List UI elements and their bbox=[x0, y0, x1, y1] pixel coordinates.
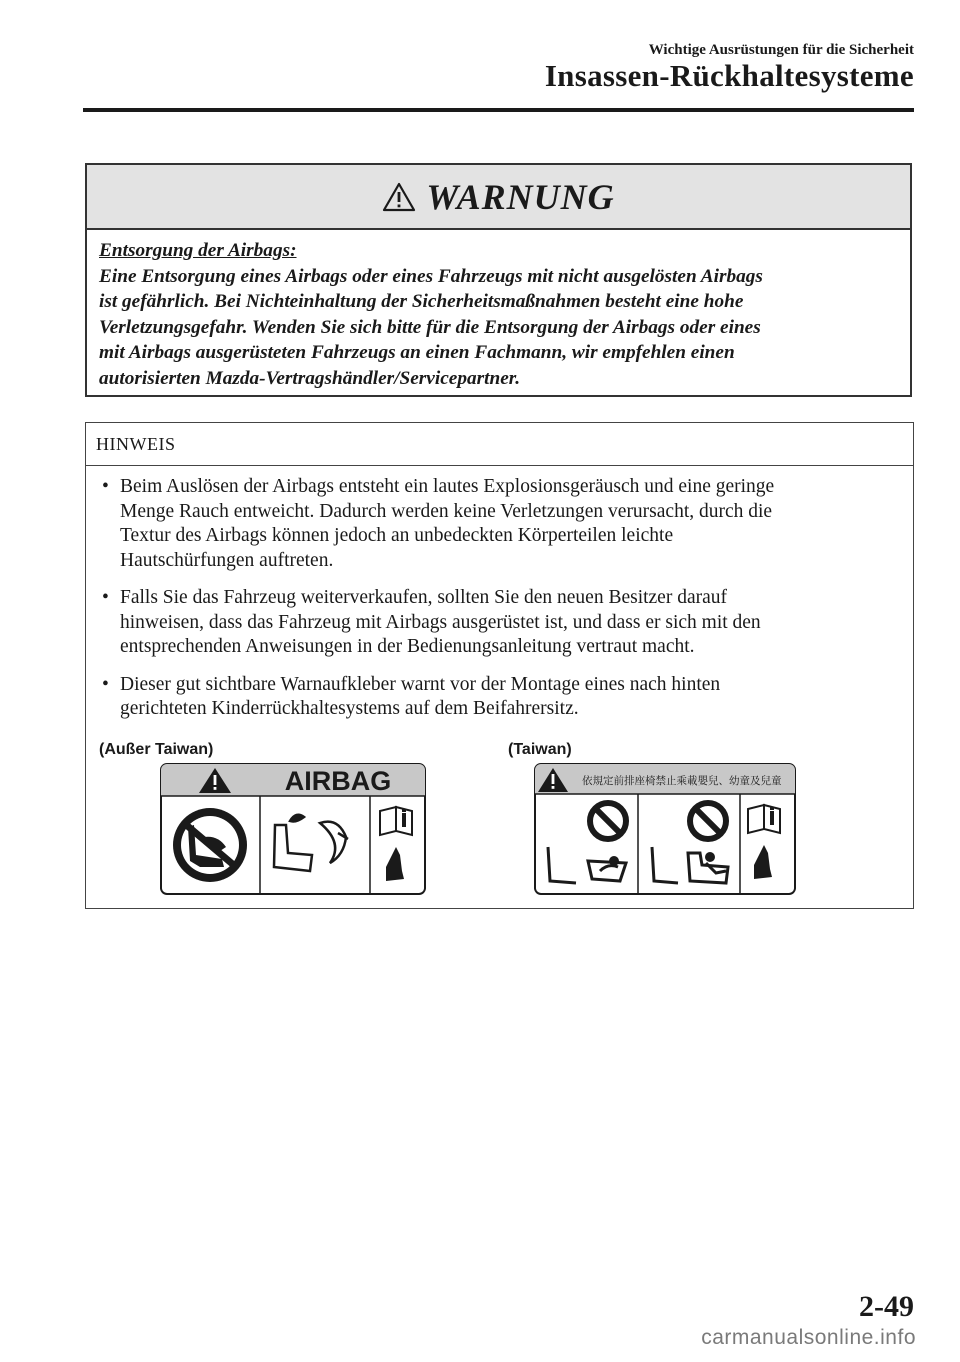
warning-subheading: Entsorgung der Airbags: bbox=[99, 240, 297, 261]
header-title: Insassen-Rückhaltesysteme bbox=[544, 58, 914, 93]
note-line: Beim Auslösen der Airbags entsteht ein lautes Explosionsgeräusch und eine geringe bbox=[120, 476, 775, 497]
note-line: hinweisen, dass das Fahrzeug mit Airbags ausgerüstet ist, und dass er sich mit den bbox=[120, 611, 761, 633]
header-rule bbox=[83, 108, 914, 112]
note-list bbox=[98, 475, 901, 735]
warning-title: WARNUNG bbox=[426, 176, 615, 217]
note-item bbox=[98, 673, 901, 722]
sticker-chinese-text: 依規定前排座椅禁止乘載嬰兒、幼童及兒童 bbox=[582, 775, 782, 787]
bullet-icon: • bbox=[102, 587, 109, 608]
note-line: Menge Rauch entweicht. Dadurch werden keine Verletzungen verursacht, durch die bbox=[120, 500, 773, 522]
watermark: carmanualsonline.info bbox=[701, 1326, 916, 1349]
header-section-label: Wichtige Ausrüstungen für die Sicherheit bbox=[648, 42, 914, 58]
label-outside-taiwan: (Außer Taiwan) bbox=[99, 741, 214, 758]
note-line: Textur des Airbags können jedoch an unbedeckten Körperteilen leichte bbox=[120, 525, 674, 546]
taiwan-warning-sticker bbox=[534, 763, 796, 895]
note-line: Hautschürfungen auftreten. bbox=[120, 549, 334, 571]
warning-body bbox=[87, 230, 910, 392]
note-heading: HINWEIS bbox=[86, 423, 913, 466]
warning-line: autorisierten Mazda-Vertragshändler/Servicepartner. bbox=[99, 367, 521, 389]
warning-line: mit Airbags ausgerüsteten Fahrzeugs an einen Fachmann, wir empfehlen einen bbox=[99, 342, 735, 364]
warning-line: Verletzungsgefahr. Wenden Sie sich bitte für die Entsorgung der Airbags oder eines bbox=[99, 316, 761, 338]
note-line: entsprechenden Anweisungen in der Bedienungsanleitung vertraut macht. bbox=[120, 636, 695, 657]
warning-triangle-icon bbox=[382, 182, 416, 212]
note-line: Dieser gut sichtbare Warnaufkleber warnt vor der Montage eines nach hinten bbox=[120, 673, 721, 695]
note-line: gerichteten Kinderrückhaltesystems auf dem Beifahrersitz. bbox=[120, 698, 579, 719]
no-child-seat-icon bbox=[173, 808, 247, 882]
label-taiwan: (Taiwan) bbox=[508, 741, 572, 758]
bullet-icon: • bbox=[102, 476, 109, 497]
warning-line: Eine Entsorgung eines Airbags oder eines Fahrzeugs mit nicht ausgelösten Airbags bbox=[99, 265, 763, 287]
page-number: 2-49 bbox=[859, 1290, 914, 1323]
airbag-warning-sticker bbox=[160, 763, 426, 895]
note-item bbox=[98, 475, 901, 573]
note-item bbox=[98, 586, 901, 660]
warning-box bbox=[85, 163, 912, 397]
warning-line: ist gefährlich. Bei Nichteinhaltung der Sicherheitsmaßnahmen besteht eine hohe bbox=[99, 291, 744, 313]
note-line: Falls Sie das Fahrzeug weiterverkaufen, sollten Sie den neuen Besitzer darauf bbox=[120, 587, 728, 608]
bullet-icon: • bbox=[102, 673, 109, 695]
sticker-airbag-text: AIRBAG bbox=[284, 766, 392, 796]
warning-header bbox=[87, 165, 910, 230]
